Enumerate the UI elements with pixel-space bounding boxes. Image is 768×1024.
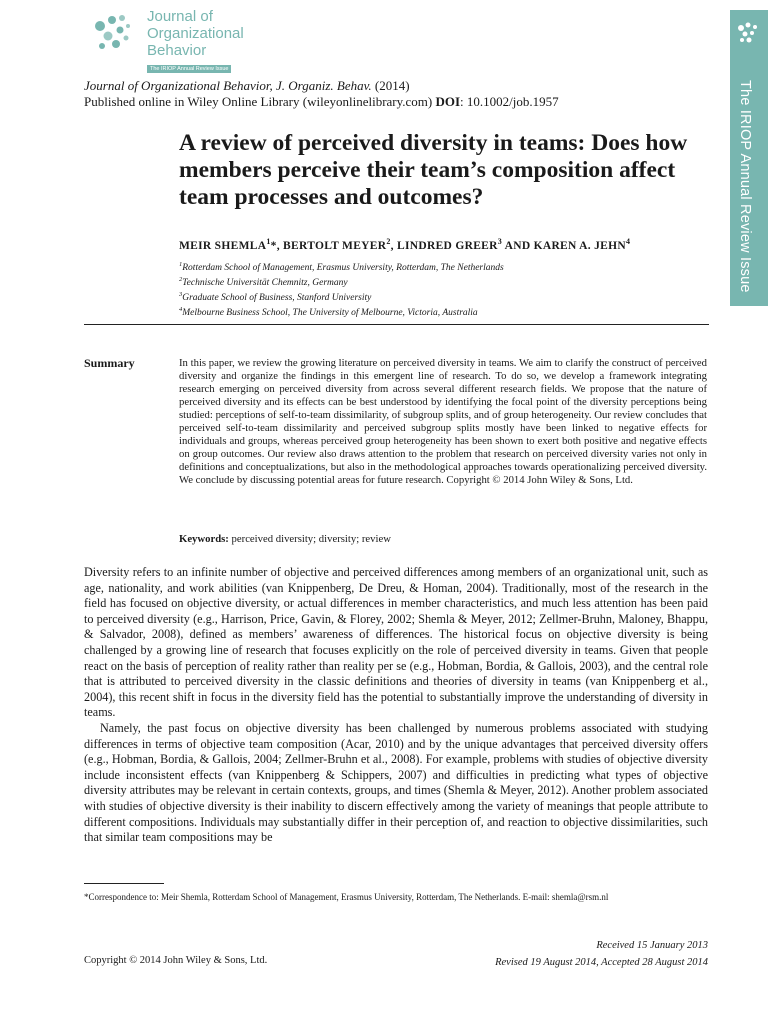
published-line bbox=[84, 94, 559, 110]
affiliation-text: Graduate School of Business, Stanford University bbox=[182, 293, 372, 304]
doi-value: : 10.1002/job.1957 bbox=[460, 94, 559, 109]
citation-line bbox=[84, 78, 559, 94]
affiliation bbox=[179, 304, 504, 319]
dots-icon bbox=[736, 20, 762, 46]
affiliation bbox=[179, 274, 504, 289]
correspondence-footnote: *Correspondence to: Meir Shemla, Rotterdam School of Management, Erasmus University, Rotterdam, The Netherlands. E-mail: shemla@rsm.nl bbox=[84, 892, 609, 902]
side-tab-label: The IRIOP Annual Review Issue bbox=[737, 80, 753, 293]
published-text: Published online in Wiley Online Library (wileyonlinelibrary.com) bbox=[84, 94, 436, 109]
dots-logo-icon bbox=[92, 12, 140, 60]
journal-name: Journal of Organizational Behavior, J. Organiz. Behav. bbox=[84, 78, 372, 93]
revised-date: Revised 19 August 2014, Accepted 28 August 2014 bbox=[495, 957, 708, 968]
body-paragraph: Diversity refers to an infinite number of objective and perceived differences among members of an organizational unit, such as age, nationality, and work abilities (van Knippenberg, De Dreu, & Homan, 2004). Traditionally, most of the research in the field has focused on objective diversity, or actual differences in member characteristics, and much less attention has been paid to perceived diversity (e.g., Harrison, Price, Gavin, & Florey, 2002; Shemla & Meyer, 2012; Zellmer-Bruhn, Maloney, Bhappu, & Salvador, 2008), defined as members’ awareness of differences. The historical focus on objective diversity is being challenged by a growing line of research that focuses explicitly on the role of perceived diversity in teams. Given that people react on the basis of perception of reality rather than reality per se (e.g., Hobman, Bordia, & Gallois, 2003), and the central role that is attributed to perceived diversity in the classic definitions and theories of diversity in teams (van Knippenberg et al., 2004), this recent shift in focus in the diversity field has the potential to substantially improve the understanding of diversity in teams. bbox=[84, 565, 708, 720]
body-text bbox=[84, 565, 708, 846]
affiliation-sup: 4 bbox=[179, 306, 183, 314]
author-sep: *, bbox=[270, 239, 284, 252]
logo-line2: Organizational bbox=[147, 25, 244, 42]
affiliation-text: Melbourne Business School, The University of Melbourne, Victoria, Australia bbox=[182, 308, 478, 319]
author-name: MEIR SHEMLA bbox=[179, 239, 267, 252]
journal-logo bbox=[92, 8, 252, 78]
summary-heading: Summary bbox=[84, 356, 135, 370]
article-header bbox=[84, 78, 559, 110]
year: (2014) bbox=[371, 78, 410, 93]
affiliation-text: Rotterdam School of Management, Erasmus University, Rotterdam, The Netherlands bbox=[182, 263, 504, 274]
logo-line3: Behavior bbox=[147, 42, 207, 59]
received-dates bbox=[495, 937, 708, 971]
summary-text: In this paper, we review the growing literature on perceived diversity in teams. We aim to clarify the construct of perceived diversity and organize the findings in this emergent line of research. To do so, we develop a framework integrating research emerging on perceived diversity from across several different research fields. We propose that the nature of perceived diversity and its effects can be best understood by identifying the focal point of the diversity perceptions being studied: perceptions of self-to-team dissimilarity, of subgroup splits, and of group heterogeneity. Our review concludes that perceived self-to-team dissimilarity and perceived subgroup splits mostly have been linked to negative effects for individuals and groups, whereas perceived group heterogeneity has been shown to exert both positive and negative effects on group outcomes. Our review also draws attention to the problem that research on perceived diversity varies not only in definitions and conceptualizations, but also in the methodological approaches towards operationalizing perceived diversity. We conclude by discussing potential areas for future research. Copyright © 2014 John Wiley & Sons, Ltd. bbox=[179, 357, 707, 486]
author-list bbox=[179, 237, 709, 252]
affiliation-sup: 3 bbox=[179, 291, 183, 299]
affiliation bbox=[179, 289, 504, 304]
article-title: A review of perceived diversity in teams: Does how members perceive their team’s composition affect team processes and outcomes? bbox=[179, 130, 688, 210]
affiliations bbox=[179, 259, 504, 320]
side-tab bbox=[730, 10, 768, 306]
author-sep: , bbox=[390, 239, 398, 252]
body-paragraph: Namely, the past focus on objective diversity has been challenged by numerous problems associated with studying differences in terms of objective team composition (Acar, 2010) and by the unique advantages that perceived diversity offers (e.g., Hobman, Bordia, & Gallois, 2004; Zellmer-Bruhn et al., 2008). For example, problems with studies of objective diversity include inconsistent effects (van Knippenberg & Schippers, 2007) and difficulties in predicting what types of objective diversity attributes may be relevant in certain contexts, groups, and times (Shemla & Meyer, 2012). Another problem associated with studies of objective diversity is their inability to discern effectively among the variety of meanings that people attribute to different compositions. Individuals may substantially differ in their perception of, and reaction to objective dissimilarities, such that similar team compositions may be bbox=[84, 720, 708, 845]
affiliation-sup: 1 bbox=[179, 261, 183, 268]
doi-label: DOI bbox=[435, 94, 461, 109]
affiliation-text: Technische Universität Chemnitz, Germany bbox=[182, 278, 348, 289]
affiliation bbox=[179, 259, 504, 274]
author-sup: 1 bbox=[266, 237, 271, 246]
footnote-divider bbox=[84, 883, 164, 884]
author-sep: AND bbox=[502, 239, 534, 252]
author-name: BERTOLT MEYER bbox=[283, 239, 387, 252]
author-sup: 4 bbox=[626, 237, 631, 246]
logo-line1: Journal of bbox=[147, 8, 213, 25]
affiliation-sup: 2 bbox=[179, 276, 183, 284]
logo-badge: The IRIOP Annual Review Issue bbox=[147, 65, 231, 73]
keywords-label: Keywords: bbox=[179, 533, 229, 545]
author-sup: 3 bbox=[497, 237, 503, 246]
top-divider bbox=[84, 324, 709, 325]
author-name: LINDRED GREER bbox=[397, 239, 498, 252]
logo-wordmark bbox=[147, 8, 244, 59]
keywords bbox=[179, 533, 391, 545]
copyright: Copyright © 2014 John Wiley & Sons, Ltd. bbox=[84, 955, 268, 966]
keywords-text: perceived diversity; diversity; review bbox=[228, 533, 391, 545]
received-date: Received 15 January 2013 bbox=[596, 940, 708, 951]
author-name: KAREN A. JEHN bbox=[533, 239, 626, 252]
author-sup: 2 bbox=[386, 237, 391, 246]
